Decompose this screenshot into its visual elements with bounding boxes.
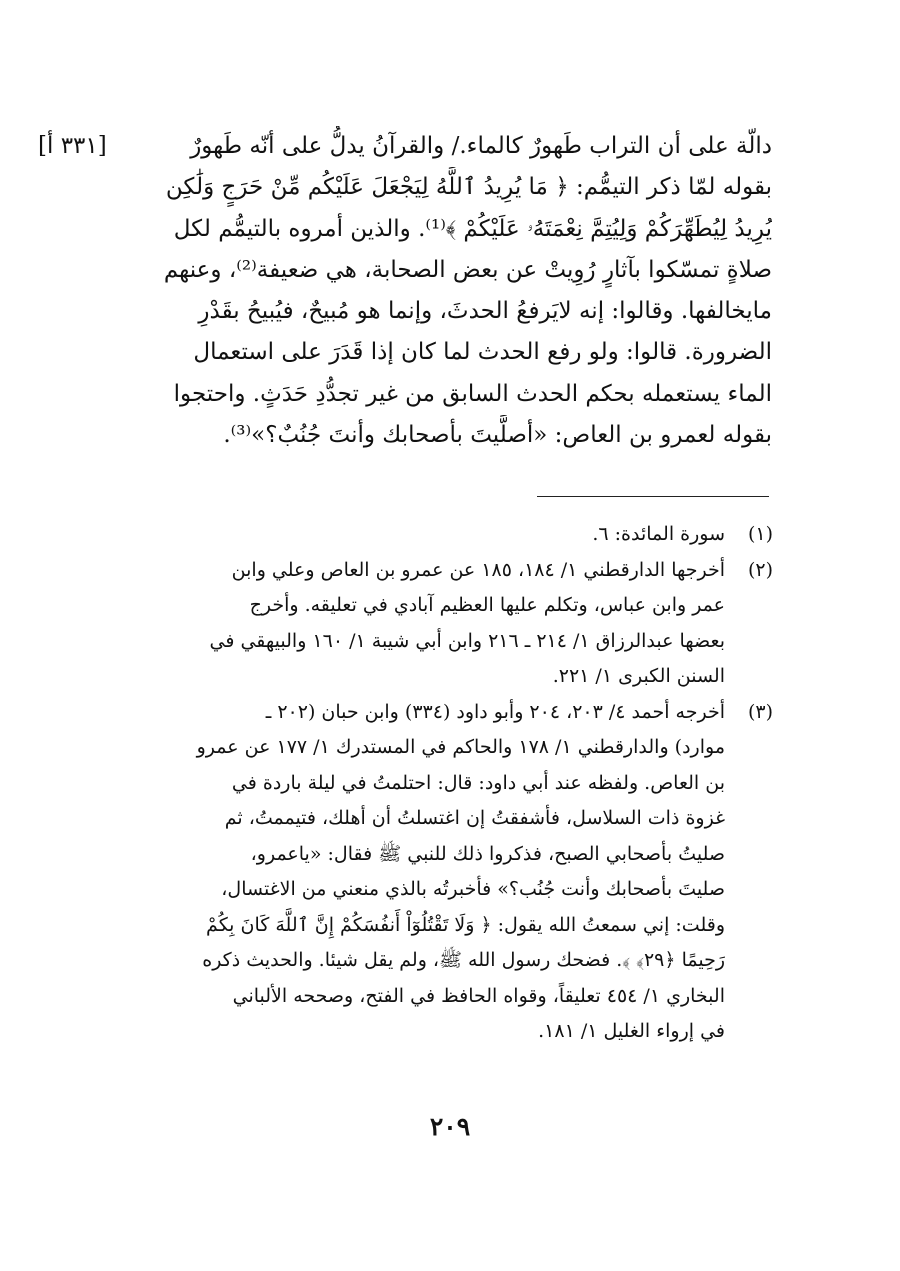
footnote-line: البخاري ١/ ٤٥٤ تعليقاً، وقواه الحافظ في الفتح، وصححه الألباني bbox=[232, 984, 725, 1007]
main-text-line: بقوله لعمرو بن العاص: «أصلَّيتَ بأصحابك وأنتَ جُنُبٌ؟»⁽³⁾. bbox=[223, 422, 772, 449]
footnote-line: صليتُ بأصحابي الصبح، فذكروا ذلك للنبي ﷺ فقال: «ياعمرو، bbox=[250, 842, 725, 865]
footnote-2 bbox=[133, 553, 773, 695]
footnote-number: (١) bbox=[747, 523, 773, 545]
margin-reference: [٣٣١ أ] bbox=[38, 133, 107, 159]
footnote-line: وقلت: إني سمعتُ الله يقول: ﴿ وَلَا تَقْتُلُوٓاْ أَنفُسَكُمْ إِنَّ ٱللَّهَ كَانَ بِكُمْ bbox=[206, 913, 725, 936]
main-text-line: بقوله لمّا ذكر التيمُّم: ﴿ مَا يُرِيدُ ٱللَّهُ لِيَجْعَلَ عَلَيْكُم مِّنْ حَرَجٍ وَلَٰكِن bbox=[165, 174, 772, 201]
footnote-number: (٢) bbox=[747, 558, 773, 581]
footnote-line: صليتَ بأصحابك وأنت جُنُب؟» فأخبرتُه بالذي منعني من الاغتسال، bbox=[221, 878, 725, 900]
footnote-line: موارد) والدارقطني ١/ ١٧٨ والحاكم في المستدرك ١/ ١٧٧ عن عمرو bbox=[196, 736, 725, 758]
footnote-line: في إرواء الغليل ١/ ١٨١. bbox=[538, 1020, 725, 1042]
footnote-body bbox=[133, 553, 725, 695]
footnotes bbox=[133, 517, 773, 1050]
footnote-1 bbox=[133, 517, 773, 553]
footnote-line: أخرجها الدارقطني ١/ ١٨٤، ١٨٥ عن عمرو بن العاص وعلي وابن bbox=[231, 558, 725, 581]
footnote-line: عمر وابن عباس، وتكلم عليها العظيم آبادي في تعليقه. وأخرج bbox=[249, 594, 725, 616]
footnote-line: بعضها عبدالرزاق ١/ ٢١٤ ـ ٢١٦ وابن أبي شيبة ١/ ١٦٠ والبيهقي في bbox=[209, 629, 725, 652]
footnote-line: بن العاص. ولفظه عند أبي داود: قال: احتلمتُ في ليلة باردة في bbox=[231, 771, 725, 794]
main-text-line: صلاةٍ تمسّكوا بآثارٍ رُوِيتْ عن بعض الصحابة، هي ضعيفة⁽²⁾، وعنهم bbox=[163, 256, 772, 283]
footnote-separator bbox=[537, 496, 769, 497]
main-text-line: الضرورة. قالوا: ولو رفع الحدث لما كان إذا قَدَرَ على استعمال bbox=[193, 339, 772, 366]
footnote-line: سورة المائدة: ٦. bbox=[592, 523, 725, 545]
main-text-line: مايخالفها. وقالوا: إنه لايَرفعُ الحدثَ، وإنما هو مُبيحٌ، فيُبيحُ بقَدْرِ bbox=[198, 298, 772, 325]
main-text bbox=[132, 126, 772, 456]
main-text-line: دالّة على أن التراب طَهورٌ كالماء./ والقرآنُ يدلُّ على أنّه طَهورٌ bbox=[190, 133, 772, 159]
main-text-line: يُرِيدُ لِيُطَهِّرَكُمْ وَلِيُتِمَّ نِعْمَتَهُۥ عَلَيْكُمْ ﴾⁽¹⁾. والذين أمروه بالتيمُّم لكل bbox=[173, 215, 772, 242]
footnote-line: رَحِيمًا ﴿٢٩﴾ ﴾. فضحك رسول الله ﷺ، ولم يقل شيئا. والحديث ذكره bbox=[202, 949, 725, 971]
page-number: ٢٠٩ bbox=[429, 1112, 471, 1141]
footnote-line: السنن الكبرى ١/ ٢٢١. bbox=[552, 665, 725, 687]
footnote-line: غزوة ذات السلاسل، فأشفقتُ إن اغتسلتُ أن أهلك، فتيممتُ، ثم bbox=[224, 807, 725, 829]
footnote-number: (٣) bbox=[747, 700, 773, 723]
footnote-line: أخرجه أحمد ٤/ ٢٠٣، ٢٠٤ وأبو داود (٣٣٤) وابن حبان (٢٠٢ ـ bbox=[265, 700, 725, 723]
footnote-body bbox=[133, 517, 725, 553]
footnote-body bbox=[133, 695, 725, 1050]
main-text-line: الماء يستعمله بحكم الحدث السابق من غير تجدُّدِ حَدَثٍ. واحتجوا bbox=[173, 380, 772, 407]
footnote-3 bbox=[133, 695, 773, 1050]
